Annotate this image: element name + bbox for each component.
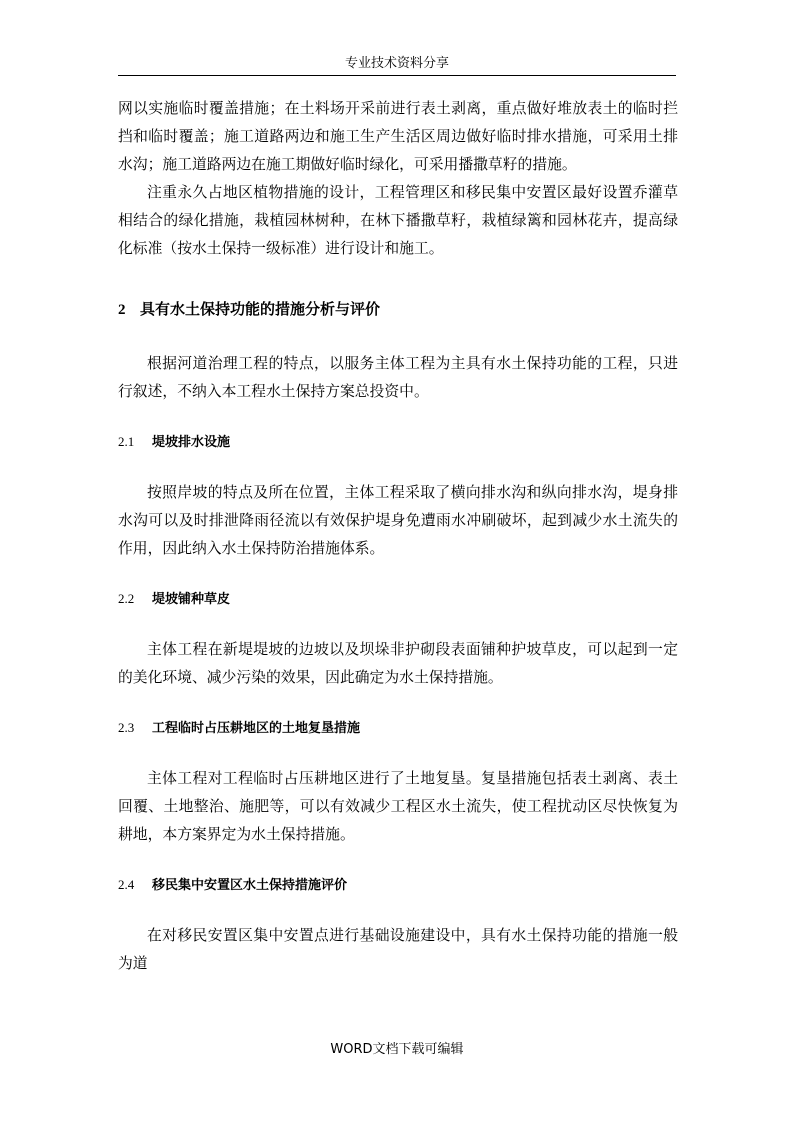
page-header — [118, 0, 676, 76]
subsection-title: 堤坡排水设施 — [152, 435, 231, 450]
subsection-title: 移民集中安置区水土保持措施评价 — [152, 878, 348, 893]
section-2-heading — [118, 297, 678, 322]
paragraph-temporary-measures: 网以实施临时覆盖措施；在土料场开采前进行表土剥离，重点做好堆放表土的临时拦挡和临时覆盖；施工道路两边和施工生产生活区周边做好临时排水措施，可采用土排水沟；施工道路两边在施工期做好临时绿化，可采用播撒草籽的措施。 — [118, 100, 678, 173]
subsection-2-3-heading — [118, 718, 678, 739]
subsection-2-3-body: 主体工程对工程临时占压耕地区进行了土地复垦。复垦措施包括表土剥离、表土回覆、土地整治、施肥等，可以有效减少工程区水土流失，使工程扰动区尽快恢复为耕地，本方案界定为水土保持措施。 — [118, 770, 678, 843]
subsection-2-1-body: 按照岸坡的特点及所在位置，主体工程采取了横向排水沟和纵向排水沟，堤身排水沟可以及时排泄降雨径流以有效保护堤身免遭雨水冲刷破坏，起到减少水土流失的作用，因此纳入水土保持防治措施体系。 — [118, 484, 678, 557]
subsection-2-4-body: 在对移民安置区集中安置点进行基础设施建设中，具有水土保持功能的措施一般为道 — [118, 927, 678, 972]
subsection-number: 2.1 — [118, 434, 135, 449]
section-number: 2 — [118, 302, 126, 318]
subsection-title: 工程临时占压耕地区的土地复垦措施 — [152, 721, 361, 736]
subsection-title: 堤坡铺种草皮 — [152, 592, 231, 607]
header-title: 专业技术资料分享 — [344, 56, 449, 71]
subsection-2-1-heading — [118, 432, 678, 453]
document-body — [118, 95, 678, 978]
subsection-2-2-body: 主体工程在新堤堤坡的边坡以及坝垛非护砌段表面铺种护坡草皮，可以起到一定的美化环境、减少污染的效果，因此确定为水土保持措施。 — [118, 641, 678, 686]
section-title: 具有水土保持功能的措施分析与评价 — [140, 300, 381, 318]
subsection-number: 2.2 — [118, 591, 135, 606]
page-footer: WORD文档下载可编辑 — [330, 1042, 464, 1057]
paragraph-permanent-vegetation: 注重永久占地区植物措施的设计，工程管理区和移民集中安置区最好设置乔灌草相结合的绿化措施，栽植园林树种，在林下播撒草籽，栽植绿篱和园林花卉，提高绿化标准（按水土保持一级标准）进行设计和施工。 — [118, 184, 678, 257]
section-2-intro: 根据河道治理工程的特点，以服务主体工程为主具有水土保持功能的工程，只进行叙述，不纳入本工程水土保持方案总投资中。 — [118, 355, 678, 400]
subsection-2-2-heading — [118, 589, 678, 610]
subsection-number: 2.4 — [118, 877, 135, 892]
subsection-number: 2.3 — [118, 720, 135, 735]
subsection-2-4-heading — [118, 875, 678, 896]
